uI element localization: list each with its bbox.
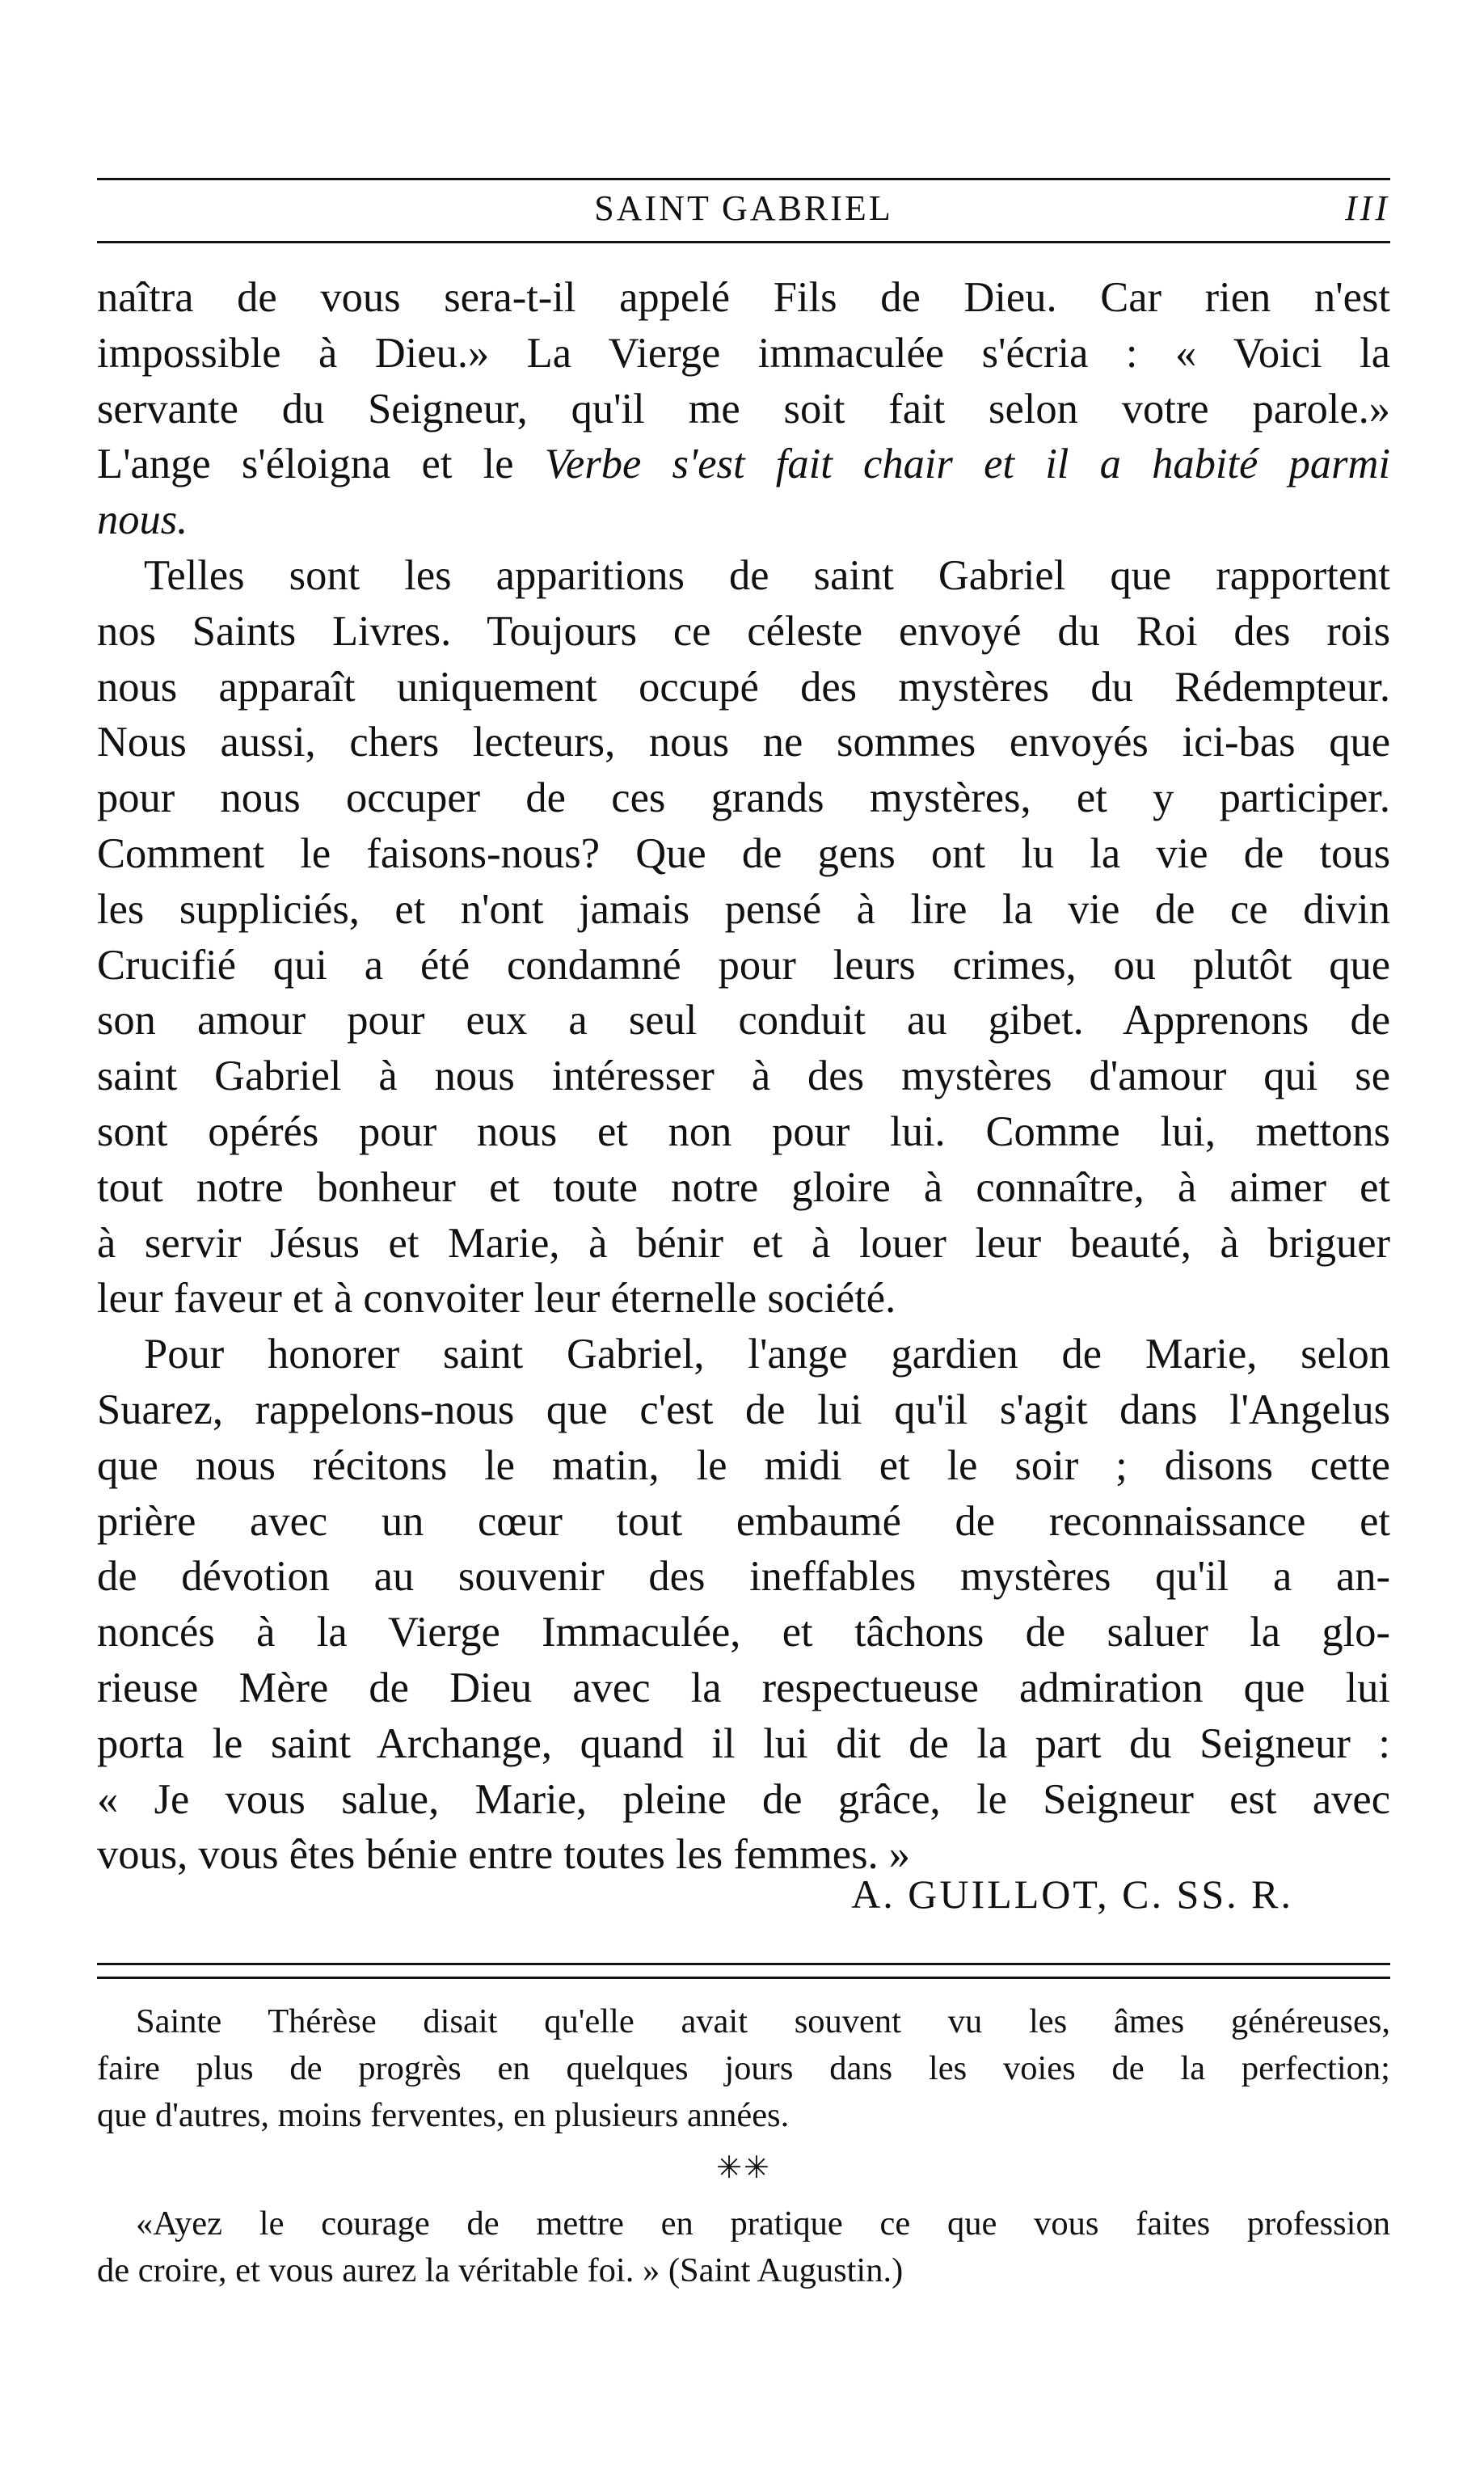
text-line <box>97 437 1390 492</box>
text-line: « Je vous salue, Marie, pleine de grâce, le Seigneur est avec <box>97 1775 1390 1823</box>
footnotes <box>97 1998 1390 2294</box>
italic-quote: nous. <box>97 496 188 544</box>
text-line: Sainte Thérèse disait qu'elle avait souvent vu les âmes généreuses, <box>136 2002 1390 2040</box>
italic-quote: Verbe s'est fait chair et il a habité parmi <box>544 441 1390 488</box>
paragraph-2 <box>97 548 1390 1327</box>
header-bottom-rule <box>97 241 1390 243</box>
paragraph-3 <box>97 1327 1390 1883</box>
text-line: de dévotion au souvenir des ineffables mystères qu'il a an- <box>97 1553 1390 1601</box>
text-run: L'ange s'éloigna et le <box>97 441 545 488</box>
book-page <box>97 0 1390 2481</box>
author-signature: A. GUILLOT, C. SS. R. <box>851 1871 1293 1917</box>
text-line: noncés à la Vierge Immaculée, et tâchons de saluer la glo- <box>97 1609 1390 1656</box>
text-line: Crucifié qui a été condamné pour leurs crimes, ou plutôt que <box>97 941 1390 989</box>
text-line: porta le saint Archange, quand il lui dit de la part du Seigneur : <box>97 1719 1390 1767</box>
text-line: Telles sont les apparitions de saint Gabriel que rapportent <box>144 551 1390 599</box>
text-line: son amour pour eux a seul conduit au gibet. Apprenons de <box>97 997 1390 1044</box>
section-divider <box>97 1963 1390 1979</box>
text-line: à servir Jésus et Marie, à bénir et à louer leur beauté, à briguer <box>97 1219 1390 1267</box>
text-line: Suarez, rappelons-nous que c'est de lui qu'il s'agit dans l'Angelus <box>97 1386 1390 1433</box>
text-line: leur faveur et à convoiter leur éternelle société. <box>97 1275 896 1323</box>
ornament-icon: ✳✳ <box>716 2151 771 2185</box>
text-line: de croire, et vous aurez la véritable foi. » (Saint Augustin.) <box>97 2251 904 2289</box>
quote-note-1 <box>97 1998 1390 2139</box>
text-line: que nous récitons le matin, le midi et le soir ; disons cette <box>97 1441 1390 1489</box>
page-number: III <box>1345 188 1390 228</box>
text-line: sont opérés pour nous et non pour lui. Comme lui, mettons <box>97 1108 1390 1155</box>
quote-note-2 <box>97 2200 1390 2294</box>
text-line: Nous aussi, chers lecteurs, nous ne sommes envoyés ici-bas que <box>97 719 1390 766</box>
text-line: prière avec un cœur tout embaumé de reconnaissance et <box>97 1497 1390 1545</box>
text-line: vous, vous êtes bénie entre toutes les femmes. » <box>97 1831 911 1879</box>
text-line: naîtra de vous sera-t-il appelé Fils de Dieu. Car rien n'est <box>97 274 1390 321</box>
text-line: Comment le faisons-nous? Que de gens ont lu la vie de tous <box>97 829 1390 877</box>
paragraph-1 <box>97 270 1390 548</box>
text-line: impossible à Dieu.» La Vierge immaculée s'écria : « Voici la <box>97 329 1390 377</box>
text-line: «Ayez le courage de mettre en pratique ce que vous faites profession <box>136 2205 1390 2243</box>
text-line: nos Saints Livres. Toujours ce céleste envoyé du Roi des rois <box>97 607 1390 655</box>
text-line: rieuse Mère de Dieu avec la respectueuse admiration que lui <box>97 1664 1390 1711</box>
text-line: faire plus de progrès en quelques jours dans les voies de la perfection; <box>97 2049 1390 2087</box>
text-line: saint Gabriel à nous intéresser à des mystères d'amour qui se <box>97 1053 1390 1100</box>
text-line <box>97 492 1390 548</box>
running-title: SAINT GABRIEL <box>594 188 893 228</box>
text-line: pour nous occuper de ces grands mystères, et y participer. <box>97 774 1390 822</box>
text-line: les suppliciés, et n'ont jamais pensé à lire la vie de ce divin <box>97 885 1390 933</box>
text-line: tout notre bonheur et toute notre gloire à connaître, à aimer et <box>97 1163 1390 1211</box>
main-text <box>97 270 1390 1883</box>
header-top-rule <box>97 178 1390 180</box>
text-line: nous apparaît uniquement occupé des mystères du Rédempteur. <box>97 663 1390 711</box>
text-line: que d'autres, moins ferventes, en plusieurs années. <box>97 2096 790 2134</box>
running-header <box>97 188 1390 236</box>
text-line: servante du Seigneur, qu'il me soit fait selon votre parole.» <box>97 385 1390 432</box>
text-line: Pour honorer saint Gabriel, l'ange gardien de Marie, selon <box>144 1331 1390 1378</box>
